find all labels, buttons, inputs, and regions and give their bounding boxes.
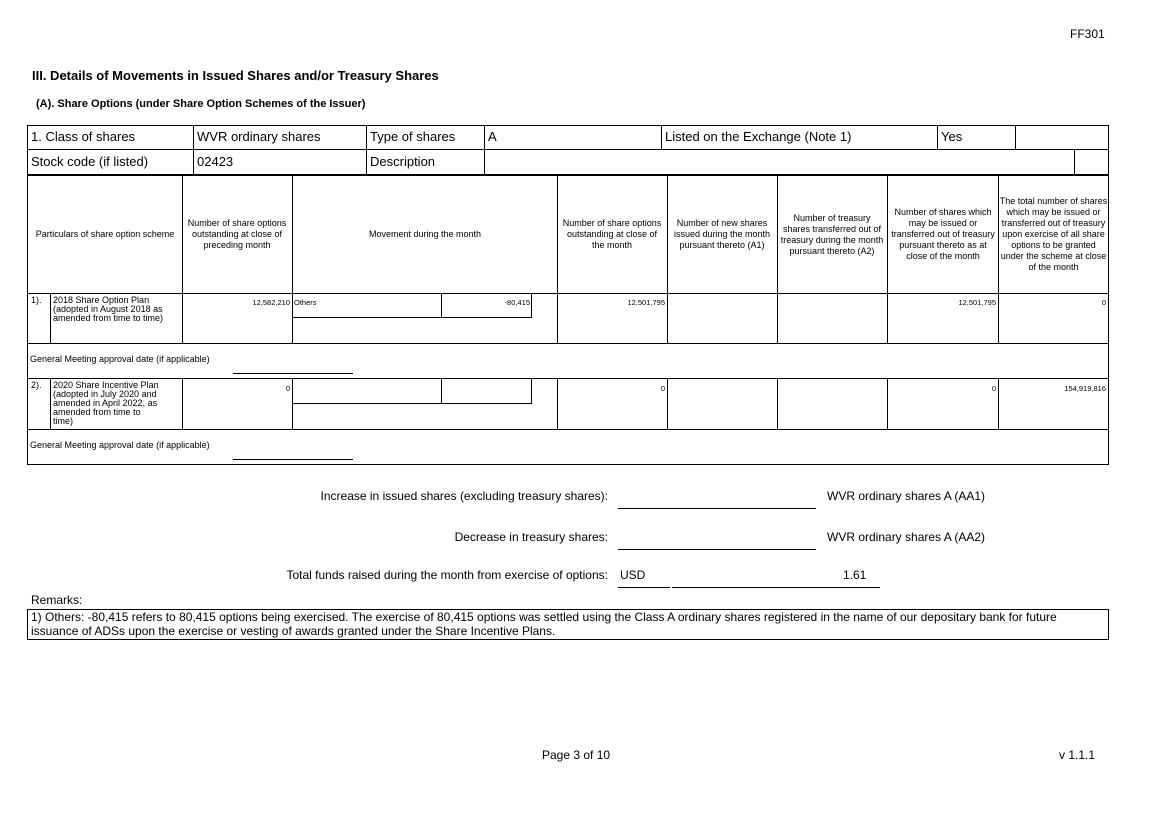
may-be-issued-value: 0 (991, 384, 996, 393)
header-particulars: Particulars of share option scheme (35, 229, 175, 239)
header-may-be-issued: Number of shares which may be issued or transferred out of treasury pursuant thereto as at close of the month (891, 207, 995, 261)
scheme-name: 2020 Share Incentive Plan (adopted in July 2020 and amended in April 2022, as amended from time to time) (53, 380, 159, 426)
stock-code-value: 02423 (197, 154, 234, 169)
funds-label: Total funds raised during the month from exercise of options: (286, 568, 608, 582)
header-total: The total number of shares which may be issued or transferred out of treasury upon exercise of all share options to be granted under the scheme at close of the month (999, 196, 1108, 272)
remarks-label: Remarks: (31, 593, 83, 607)
movement-type: Others (294, 298, 317, 307)
gm-approval-label: General Meeting approval date (if applicable) (30, 354, 210, 364)
header-new-shares: Number of new shares issued during the month pursuant thereto (A1) (673, 218, 771, 250)
description-label: Description (370, 154, 436, 169)
outstanding-prev-value: 0 (285, 384, 290, 393)
may-be-issued-value: 12,501,795 (958, 298, 996, 307)
listed-label: Listed on the Exchange (Note 1) (665, 129, 852, 144)
header-outstanding-close: Number of share options outstanding at close of the month (562, 218, 662, 250)
version: v 1.1.1 (1059, 748, 1096, 762)
header-outstanding-prev: Number of share options outstanding at close of preceding month (187, 218, 287, 250)
total-value: 0 (1101, 298, 1106, 307)
gm-approval-label: General Meeting approval date (if applicable) (30, 440, 210, 450)
increase-label: Increase in issued shares (excluding treasury shares): (320, 489, 608, 503)
listed-value: Yes (941, 129, 963, 144)
page-number: Page 3 of 10 (542, 748, 611, 762)
decrease-suffix: WVR ordinary shares A (AA2) (827, 530, 986, 544)
funds-currency: USD (620, 568, 646, 582)
decrease-label: Decrease in treasury shares: (454, 530, 608, 544)
outstanding-prev-value: 12,582,210 (252, 298, 290, 307)
outstanding-close-value: 0 (660, 384, 665, 393)
scheme-name: 2018 Share Option Plan (adopted in August 2018 as amended from time to time) (53, 295, 164, 323)
header-treasury: Number of treasury shares transferred out of treasury during the month pursuant thereto (A2) (780, 212, 884, 256)
increase-suffix: WVR ordinary shares A (AA1) (827, 489, 986, 503)
form-code: FF301 (1070, 27, 1105, 41)
stock-code-label: Stock code (if listed) (31, 154, 149, 169)
header-movement: Movement during the month (368, 229, 482, 239)
subsection-title: (A). Share Options (under Share Option Schemes of the Issuer) (36, 98, 366, 110)
remarks-text: 1) Others: -80,415 refers to 80,415 options being exercised. The exercise of 80,415 options was settled using the Class A ordinary shares registered in the name of our depositary bank for future issuance of ADSs upon the exercise or vesting of awards granted under the Share Incentive Plans. (27, 609, 1109, 640)
outstanding-close-value: 12,501,795 (627, 298, 665, 307)
class-value: WVR ordinary shares (197, 129, 321, 144)
section-title: III. Details of Movements in Issued Shares and/or Treasury Shares (32, 68, 439, 83)
total-value: 154,919,816 (1064, 384, 1106, 393)
type-value: A (488, 129, 497, 144)
scheme-number: 2). (31, 380, 42, 390)
scheme-number: 1). (31, 295, 42, 305)
type-label: Type of shares (370, 129, 456, 144)
funds-value: 1.61 (843, 568, 867, 582)
class-label: 1. Class of shares (31, 129, 136, 144)
movement-value: -80,415 (504, 298, 530, 307)
